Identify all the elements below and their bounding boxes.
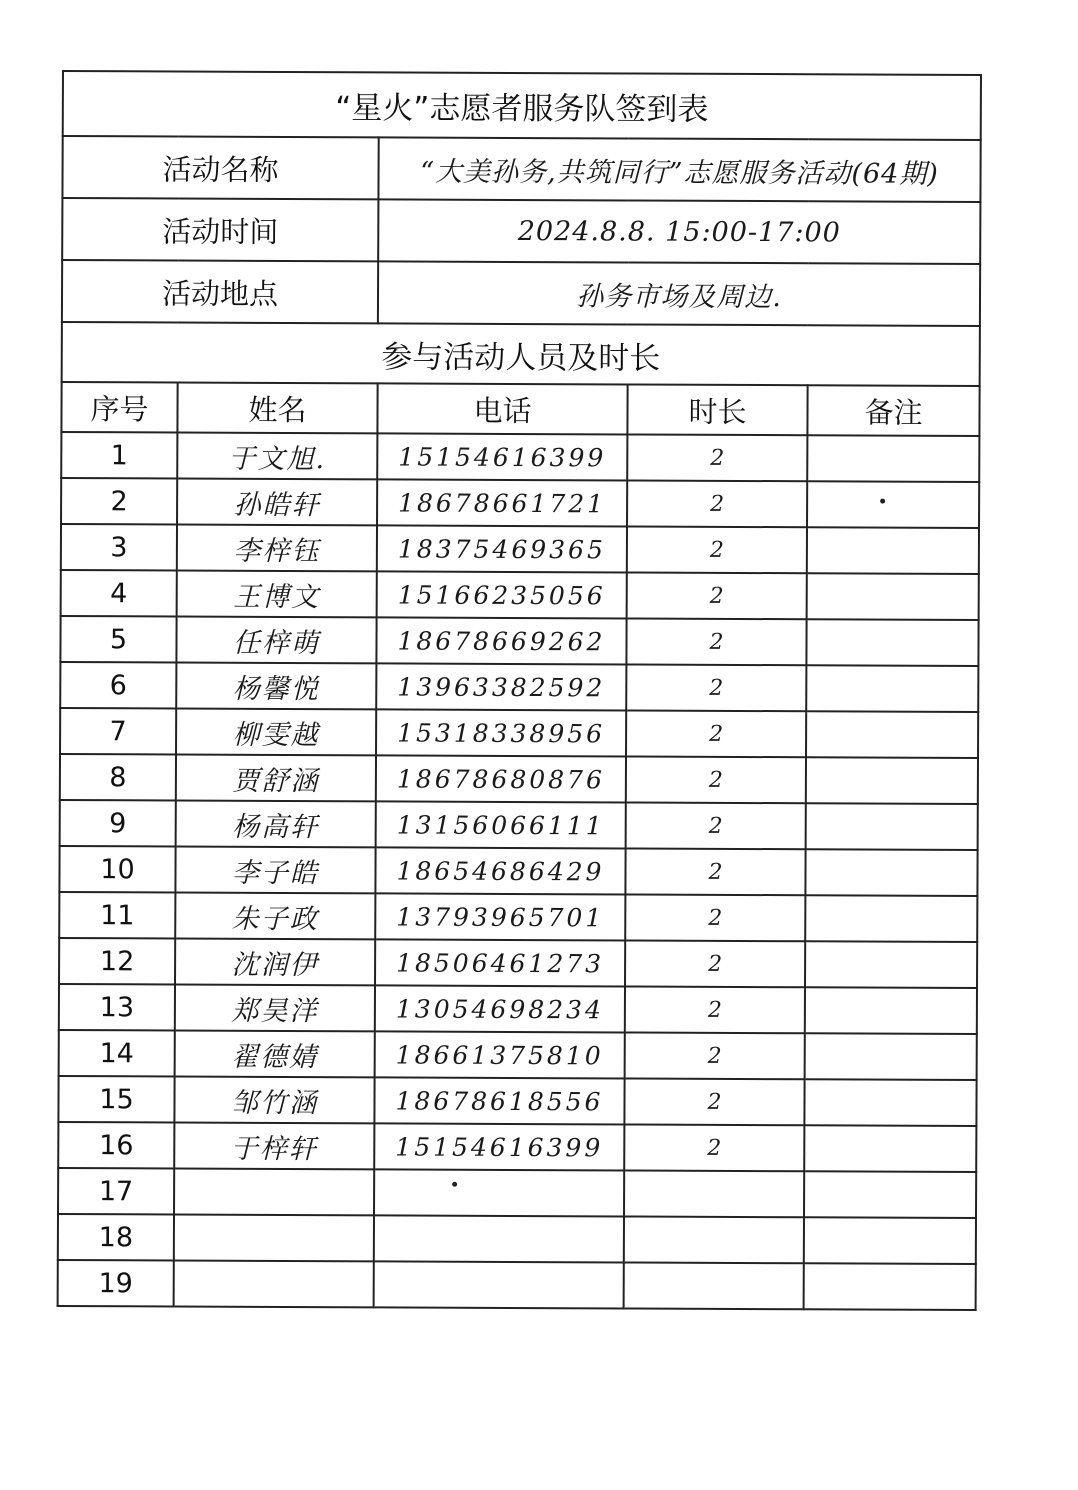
column-header-note: 备注 <box>807 385 979 436</box>
participant-note <box>805 941 977 988</box>
participant-phone: 13963382592 <box>376 663 626 710</box>
participant-name: 王博文 <box>177 571 377 618</box>
participant-note <box>806 619 978 666</box>
participant-note <box>805 849 977 896</box>
participant-note <box>805 895 977 942</box>
participant-duration: 2 <box>626 802 806 849</box>
participant-phone: 15318338956 <box>376 709 626 756</box>
column-header-no: 序号 <box>61 382 177 433</box>
participant-phone: 15154616399 <box>374 1123 624 1170</box>
participant-name: 邹竹涵 <box>174 1077 374 1124</box>
table-row <box>60 800 978 850</box>
participant-duration: 2 <box>626 664 806 711</box>
participant-phone: 18375469365 <box>377 525 627 572</box>
table-row <box>60 708 978 758</box>
table-row <box>58 1076 976 1126</box>
participant-phone <box>374 1215 624 1262</box>
table-row <box>58 1122 976 1172</box>
participant-name <box>174 1169 374 1216</box>
table-row <box>58 1168 976 1218</box>
participant-name: 任梓萌 <box>176 617 376 664</box>
table-row <box>59 892 977 942</box>
participant-name: 于文旭. <box>177 433 377 480</box>
participant-note <box>805 1033 977 1080</box>
section-row <box>62 322 980 386</box>
column-header-phone: 电话 <box>377 383 627 434</box>
section-title: 参与活动人员及时长 <box>62 322 980 386</box>
participant-name <box>174 1214 374 1261</box>
activity-time-value: 2024.8.8. 15:00-17:00 <box>378 199 980 264</box>
participant-phone <box>374 1169 624 1216</box>
participant-duration: 2 <box>625 1032 805 1079</box>
participant-phone: 18678669262 <box>376 617 626 664</box>
table-row <box>59 984 977 1034</box>
row-number: 13 <box>59 984 175 1031</box>
participant-note <box>804 1125 976 1172</box>
participant-name: 郑昊洋 <box>175 985 375 1032</box>
table-row <box>58 1260 976 1310</box>
participant-duration <box>624 1216 804 1263</box>
participant-name: 朱子政 <box>175 893 375 940</box>
participant-duration: 2 <box>626 710 806 757</box>
table-row <box>59 1030 977 1080</box>
table-row <box>61 570 979 620</box>
activity-name-label: 活动名称 <box>62 136 378 199</box>
participant-note <box>807 573 979 620</box>
participant-phone: 13054698234 <box>375 985 625 1032</box>
participant-name: 翟德婧 <box>175 1031 375 1078</box>
participant-phone: 15166235056 <box>377 571 627 618</box>
activity-time-label: 活动时间 <box>62 198 378 261</box>
table-row <box>59 846 977 896</box>
participant-note <box>807 527 979 574</box>
participant-duration <box>624 1262 804 1309</box>
ink-dot <box>880 499 885 504</box>
participant-note <box>804 1263 976 1310</box>
table-row <box>58 1214 976 1264</box>
row-number: 5 <box>60 616 176 663</box>
participant-duration: 2 <box>625 986 805 1033</box>
activity-name-row <box>62 136 980 202</box>
row-number: 17 <box>58 1168 174 1215</box>
sign-in-sheet <box>57 70 980 1326</box>
row-number: 14 <box>59 1030 175 1077</box>
participant-note <box>804 1171 976 1218</box>
participant-note <box>807 481 979 528</box>
participant-duration: 2 <box>626 756 806 803</box>
column-header-row <box>61 382 979 436</box>
row-number: 10 <box>59 846 175 893</box>
participant-name: 杨高轩 <box>176 801 376 848</box>
row-number: 12 <box>59 938 175 985</box>
row-number: 15 <box>58 1076 174 1123</box>
participant-phone: 18654686429 <box>375 847 625 894</box>
table-row <box>61 524 979 574</box>
participant-note <box>806 665 978 712</box>
row-number: 11 <box>59 892 175 939</box>
participant-name: 沈润伊 <box>175 939 375 986</box>
participant-phone: 18678680876 <box>376 755 626 802</box>
participant-phone: 18661375810 <box>375 1031 625 1078</box>
participant-phone: 13793965701 <box>375 893 625 940</box>
table-row <box>61 478 979 528</box>
row-number: 8 <box>60 754 176 801</box>
table-row <box>61 432 979 482</box>
participant-name: 孙皓轩 <box>177 479 377 526</box>
participant-duration: 2 <box>624 1124 804 1171</box>
participant-name: 杨馨悦 <box>176 663 376 710</box>
participant-phone <box>374 1261 624 1308</box>
table-row <box>60 616 978 666</box>
participant-note <box>804 1217 976 1264</box>
participant-phone: 15154616399 <box>377 433 627 480</box>
participant-name: 于梓轩 <box>174 1123 374 1170</box>
row-number: 18 <box>58 1214 174 1261</box>
row-number: 3 <box>61 524 177 571</box>
row-number: 4 <box>61 570 177 617</box>
participant-phone: 18506461273 <box>375 939 625 986</box>
participant-duration: 2 <box>625 940 805 987</box>
participant-duration: 2 <box>625 894 805 941</box>
activity-place-value: 孙务市场及周边. <box>378 261 980 326</box>
row-number: 6 <box>60 662 176 709</box>
activity-place-label: 活动地点 <box>62 260 378 323</box>
participant-phone: 13156066111 <box>376 801 626 848</box>
participant-note <box>806 711 978 758</box>
participant-duration <box>624 1170 804 1217</box>
participant-duration: 2 <box>627 526 807 573</box>
participant-name: 李梓钰 <box>177 525 377 572</box>
activity-place-row <box>62 260 980 326</box>
table-row <box>60 662 978 712</box>
row-number: 1 <box>61 432 177 479</box>
participant-note <box>804 1079 976 1126</box>
ink-dot <box>452 1182 457 1187</box>
activity-time-row <box>62 198 980 264</box>
row-number: 9 <box>60 800 176 847</box>
participant-note <box>806 757 978 804</box>
participant-duration: 2 <box>627 480 807 527</box>
table-row <box>60 754 978 804</box>
row-number: 16 <box>58 1122 174 1169</box>
participant-duration: 2 <box>627 572 807 619</box>
participant-note <box>807 435 979 482</box>
column-header-name: 姓名 <box>177 383 377 434</box>
participant-name: 柳雯越 <box>176 709 376 756</box>
participant-duration: 2 <box>625 848 805 895</box>
participant-note <box>806 803 978 850</box>
activity-name-value: “大美孙务,共筑同行”志愿服务活动(64期) <box>378 137 980 202</box>
row-number: 7 <box>60 708 176 755</box>
form-title: “星火”志愿者服务队签到表 <box>63 71 981 140</box>
participant-duration: 2 <box>624 1078 804 1125</box>
title-row <box>63 71 981 140</box>
participant-duration: 2 <box>627 434 807 481</box>
table-row <box>59 938 977 988</box>
participant-name: 李子皓 <box>175 847 375 894</box>
participant-phone: 18678618556 <box>374 1077 624 1124</box>
participant-note <box>805 987 977 1034</box>
participant-name <box>174 1260 374 1307</box>
row-number: 19 <box>58 1260 174 1307</box>
participant-phone: 18678661721 <box>377 479 627 526</box>
row-number: 2 <box>61 478 177 525</box>
participant-duration: 2 <box>626 618 806 665</box>
sign-in-table <box>57 70 982 1311</box>
column-header-duration: 时长 <box>627 384 807 435</box>
participant-name: 贾舒涵 <box>176 755 376 802</box>
